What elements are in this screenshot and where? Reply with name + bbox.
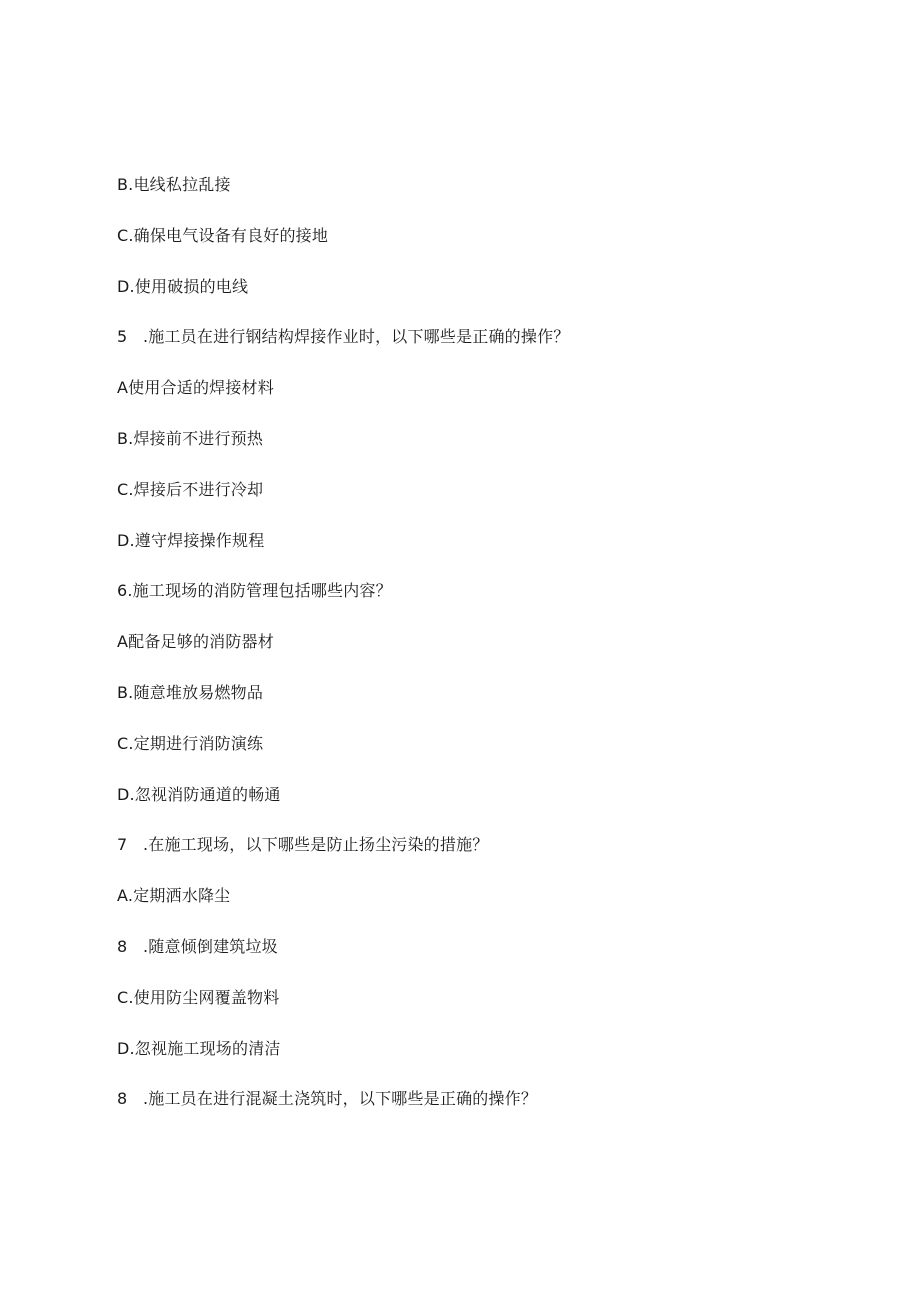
line-text: D.遵守焊接操作规程 xyxy=(117,530,265,550)
line-text: C.焊接后不进行冷却 xyxy=(117,479,264,499)
line-text: D.忽视施工现场的清洁 xyxy=(117,1038,281,1058)
option-a-line xyxy=(117,882,570,933)
option-b-line xyxy=(117,171,570,222)
numbered-line-8 xyxy=(117,933,570,984)
question-number: 8 xyxy=(117,936,128,956)
line-text: C.确保电气设备有良好的接地 xyxy=(117,225,329,245)
option-b-line xyxy=(117,425,570,476)
question-number: 7 xyxy=(117,835,128,855)
question-6 xyxy=(117,577,570,628)
question-number: 8 xyxy=(117,1089,128,1109)
option-d-line xyxy=(117,781,570,832)
line-text: C.定期进行消防演练 xyxy=(117,733,264,753)
question-text: 6.施工现场的消防管理包括哪些内容？ xyxy=(117,581,392,601)
question-8 xyxy=(117,1085,570,1136)
line-text: D.使用破损的电线 xyxy=(117,276,249,296)
question-7 xyxy=(117,831,570,882)
line-text: D.忽视消防通道的畅通 xyxy=(117,784,281,804)
option-d-line xyxy=(117,273,570,324)
option-d-line xyxy=(117,1035,570,1086)
option-a-line xyxy=(117,628,570,679)
option-c-line xyxy=(117,476,570,527)
question-text: .施工员在进行混凝土浇筑时，以下哪些是正确的操作？ xyxy=(143,1089,538,1109)
option-c-line xyxy=(117,984,570,1035)
line-text: .随意倾倒建筑垃圾 xyxy=(143,936,278,956)
question-text: .在施工现场，以下哪些是防止扬尘污染的措施？ xyxy=(143,835,489,855)
line-text: B.焊接前不进行预热 xyxy=(117,428,264,448)
option-b-line xyxy=(117,679,570,730)
question-list xyxy=(117,171,570,1136)
question-text: .施工员在进行钢结构焊接作业时，以下哪些是正确的操作？ xyxy=(143,327,570,347)
option-d-line xyxy=(117,527,570,578)
line-text: C.使用防尘网覆盖物料 xyxy=(117,987,280,1007)
option-c-line xyxy=(117,222,570,273)
question-5 xyxy=(117,323,570,374)
question-number: 5 xyxy=(117,327,128,347)
line-text: A.定期洒水降尘 xyxy=(117,886,231,906)
option-c-line xyxy=(117,730,570,781)
line-text: A配备足够的消防器材 xyxy=(117,632,274,652)
line-text: A使用合适的焊接材料 xyxy=(117,378,274,398)
line-text: B.随意堆放易燃物品 xyxy=(117,682,264,702)
line-text: B.电线私拉乱接 xyxy=(117,175,231,194)
option-a-line xyxy=(117,374,570,425)
